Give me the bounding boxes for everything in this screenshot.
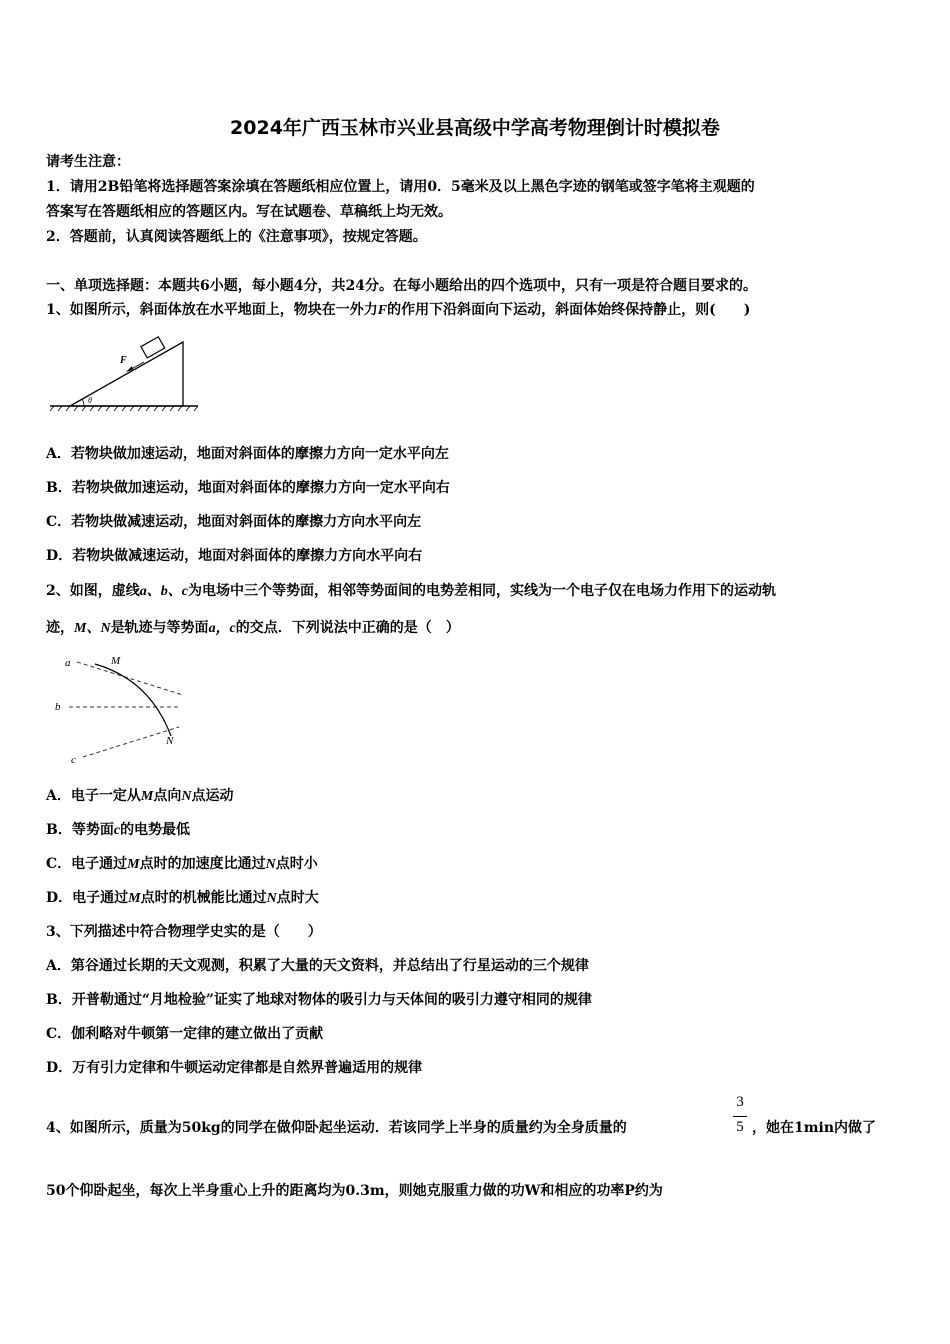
- q2-c-post: 点时小: [275, 856, 318, 872]
- q2-a-v2: N: [181, 789, 192, 804]
- q2-stem-b: 为电场中三个等势面，相邻等势面间的电势差相同，实线为一个电子仅在电场力作用下的运动轨: [187, 583, 776, 599]
- fraction-bar: [733, 1116, 747, 1117]
- q2-stem2-b: 是轨迹与等势面: [110, 620, 209, 636]
- notice-item-2: 2．答题前，认真阅读答题纸上的《注意事项》，按规定答题。: [46, 229, 427, 245]
- q2-c-v2: N: [265, 857, 276, 872]
- q2-option-c: [46, 855, 318, 874]
- fraction-numerator: 3: [736, 1094, 744, 1110]
- q3-option-b: B．开普勒通过“月地检验”证实了地球对物体的吸引力与天体间的吸引力遵守相同的规律: [46, 992, 592, 1008]
- notice-item-1-cont: 答案写在答题纸相应的答题区内。写在试题卷、草稿纸上均无效。: [46, 204, 452, 220]
- incline-body: [70, 342, 183, 406]
- q3-stem: 3、下列描述中符合物理学史实的是（ ）: [46, 924, 322, 940]
- fraction-denominator: 5: [736, 1119, 744, 1135]
- q3-option-d: D．万有引力定律和牛顿运动定律都是自然界普遍适用的规律: [46, 1060, 423, 1076]
- q1-stem: [46, 301, 750, 320]
- q2-d-pre: D．电子通过: [46, 890, 129, 906]
- q2-b-pre: B．等势面: [46, 822, 114, 838]
- q3-option-a: A．第谷通过长期的天文观测，积累了大量的天文资料，并总结出了行星运动的三个规律: [46, 958, 589, 974]
- q2-d-v2: N: [266, 891, 277, 906]
- q2-stem-line2: [46, 619, 460, 638]
- q2-stem-a: 2、如图，虚线: [46, 583, 140, 599]
- q2-stem-line1: [46, 582, 776, 601]
- label-M: M: [111, 655, 121, 667]
- q2-option-d: [46, 889, 319, 908]
- q4-stem-b: ，她在1min内做了: [752, 1120, 877, 1136]
- q4-stem-a: 4、如图所示，质量为50kg的同学在做仰卧起坐运动．若该同学上半身的质量约为全身质量的: [46, 1120, 627, 1136]
- incline-figure: [48, 330, 208, 412]
- label-a: a: [65, 657, 71, 669]
- q2-c-v1: M: [127, 857, 140, 872]
- label-b: b: [55, 701, 61, 713]
- q1-stem-a: 1、如图所示，斜面体放在水平地面上，物块在一外力: [46, 302, 378, 318]
- section-heading: 一、单项选择题：本题共6小题，每小题4分，共24分。在每小题给出的四个选项中，只有一项是符合题目要求的。: [46, 278, 757, 294]
- q2-b-mid: 的电势最低: [120, 822, 191, 838]
- q2-option-b: [46, 821, 190, 840]
- ground-hatching: [50, 406, 198, 411]
- q1-stem-var: F: [377, 303, 388, 318]
- force-label: F: [120, 355, 127, 366]
- q1-option-d: D．若物块做减速运动，地面对斜面体的摩擦力方向水平向右: [46, 548, 423, 564]
- q2-a-mid: 点向: [153, 788, 182, 804]
- q4-stem-line2: 50个仰卧起坐，每次上半身重心上升的距离均为0.3m，则她克服重力做的功W和相应的功率P约为: [46, 1183, 663, 1199]
- label-c: c: [71, 754, 76, 766]
- q2-c-pre: C．电子通过: [46, 856, 128, 872]
- notice-heading: 请考生注意：: [46, 154, 130, 170]
- q2-stem2-a: 迹，: [46, 620, 74, 636]
- q1-option-a: A．若物块做加速运动，地面对斜面体的摩擦力方向一定水平向左: [46, 446, 449, 462]
- angle-label: θ: [88, 396, 92, 405]
- q2-d-v1: M: [128, 891, 141, 906]
- q2-a-post: 点运动: [191, 788, 234, 804]
- q1-option-c: C．若物块做减速运动，地面对斜面体的摩擦力方向水平向左: [46, 514, 422, 530]
- q2-d-mid: 点时的机械能比通过: [140, 890, 267, 906]
- q3-option-c: C．伽利略对牛顿第一定律的建立做出了贡献: [46, 1026, 324, 1042]
- equipotential-figure: [55, 650, 190, 768]
- q2-stem2-vars: M、N: [74, 621, 111, 636]
- q2-a-v1: M: [140, 789, 154, 804]
- q1-option-b: B．若物块做加速运动，地面对斜面体的摩擦力方向一定水平向右: [46, 480, 450, 496]
- q1-stem-b: 的作用下沿斜面向下运动，斜面体始终保持静止，则( ): [387, 302, 751, 318]
- q2-c-mid: 点时的加速度比通过: [139, 856, 266, 872]
- angle-arc: [82, 399, 84, 406]
- equipotential-c: [83, 727, 179, 757]
- page-title: 2024年广西玉林市兴业县高级中学高考物理倒计时模拟卷: [230, 117, 720, 139]
- q2-stem2-vars2: a，c: [208, 621, 236, 636]
- label-N: N: [166, 735, 174, 747]
- q2-a-pre: A．电子一定从: [46, 788, 141, 804]
- q2-b-v1: c: [113, 823, 121, 838]
- q2-option-a: [46, 787, 233, 806]
- q2-stem-vars: a、b、c: [139, 584, 188, 599]
- electron-trajectory: [95, 664, 171, 736]
- q2-stem2-c: 的交点．下列说法中正确的是（ ）: [235, 620, 460, 636]
- q2-d-post: 点时大: [276, 890, 319, 906]
- notice-item-1: 1．请用2B铅笔将选择题答案涂填在答题纸相应位置上，请用0．5毫米及以上黑色字迹的钢笔或签字笔将主观题的: [46, 179, 755, 195]
- equipotential-a: [77, 662, 183, 695]
